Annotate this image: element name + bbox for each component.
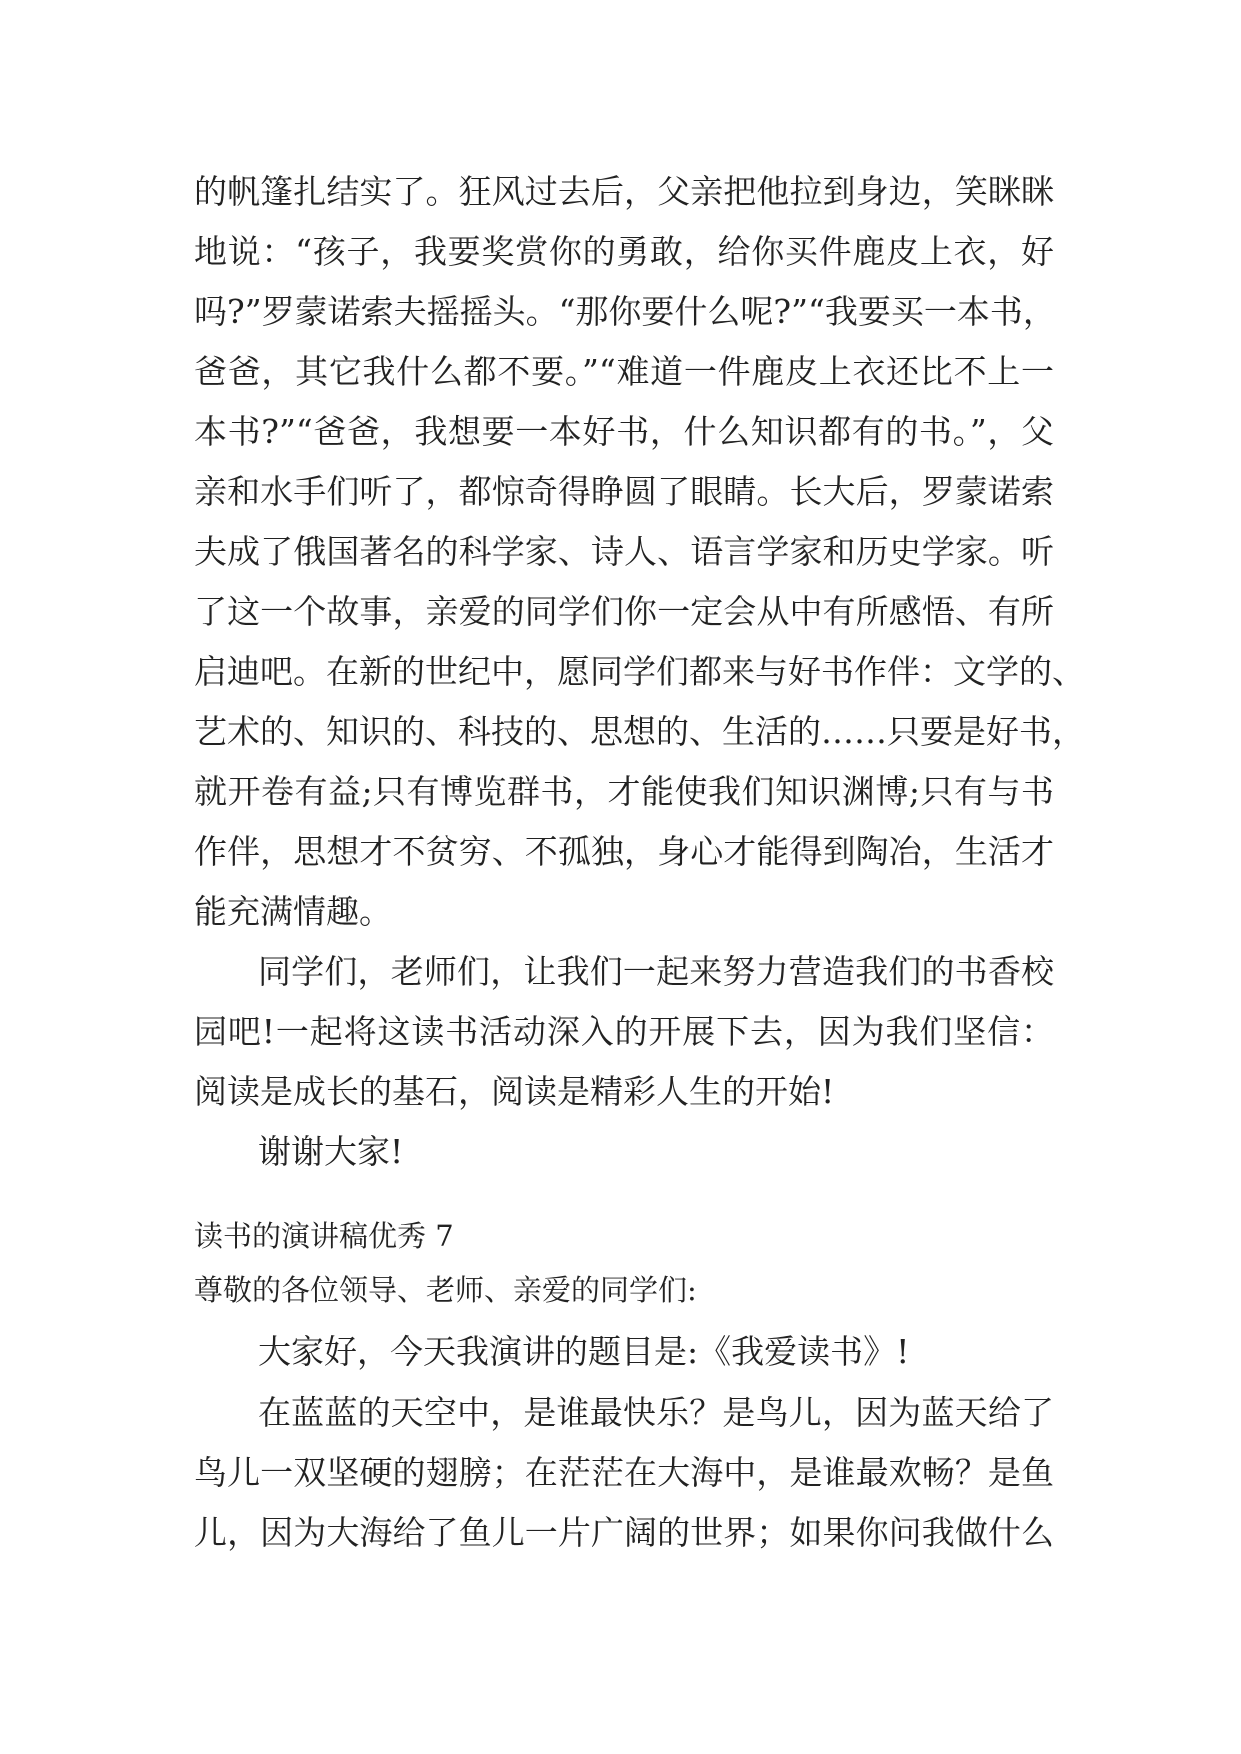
paragraph-line: 吗?”罗蒙诺索夫摇摇头。“那你要什么呢?”“我要买一本书，	[194, 292, 1056, 331]
paragraph-line: 就开卷有益;只有博览群书，才能使我们知识渊博;只有与书	[194, 772, 1054, 811]
salutation: 尊敬的各位领导、老师、亲爱的同学们:	[194, 1273, 697, 1307]
paragraph-line: 艺术的、知识的、科技的、思想的、生活的……只要是好书，	[194, 712, 1085, 751]
paragraph-line: 阅读是成长的基石，阅读是精彩人生的开始!	[194, 1072, 835, 1111]
thanks-line: 谢谢大家!	[258, 1132, 404, 1171]
paragraph-line: 地说：“孩子，我要奖赏你的勇敢，给你买件鹿皮上衣，好	[194, 232, 1054, 271]
paragraph-line: 亲和水手们听了，都惊奇得睁圆了眼睛。长大后，罗蒙诺索	[194, 472, 1054, 511]
paragraph-line: 本书?”“爸爸，我想要一本好书，什么知识都有的书。”，父	[194, 412, 1054, 451]
paragraph-line: 爸爸，其它我什么都不要。”“难道一件鹿皮上衣还比不上一	[194, 352, 1054, 391]
intro-line: 大家好，今天我演讲的题目是:《我爱读书》!	[258, 1332, 910, 1371]
paragraph-line: 在蓝蓝的天空中，是谁最快乐？是鸟儿，因为蓝天给了	[258, 1393, 1054, 1432]
paragraph-line: 园吧!一起将这读书活动深入的开展下去，因为我们坚信：	[194, 1012, 1054, 1051]
paragraph-line: 能充满情趣。	[194, 892, 392, 931]
paragraph-line: 启迪吧。在新的世纪中，愿同学们都来与好书作伴：文学的、	[194, 652, 1085, 691]
section-title: 读书的演讲稿优秀 7	[194, 1219, 454, 1253]
paragraph-line: 儿，因为大海给了鱼儿一片广阔的世界；如果你问我做什么	[194, 1513, 1054, 1552]
paragraph-line: 了这一个故事，亲爱的同学们你一定会从中有所感悟、有所	[194, 592, 1054, 631]
paragraph-line: 作伴，思想才不贫穷、不孤独，身心才能得到陶冶，生活才	[194, 832, 1054, 871]
paragraph-line: 夫成了俄国著名的科学家、诗人、语言学家和历史学家。听	[194, 532, 1054, 571]
paragraph-line: 同学们，老师们，让我们一起来努力营造我们的书香校	[258, 952, 1054, 991]
paragraph-line: 鸟儿一双坚硬的翅膀；在茫茫在大海中，是谁最欢畅？是鱼	[194, 1453, 1054, 1492]
paragraph-line: 的帆篷扎结实了。狂风过去后，父亲把他拉到身边，笑眯眯	[194, 172, 1054, 211]
